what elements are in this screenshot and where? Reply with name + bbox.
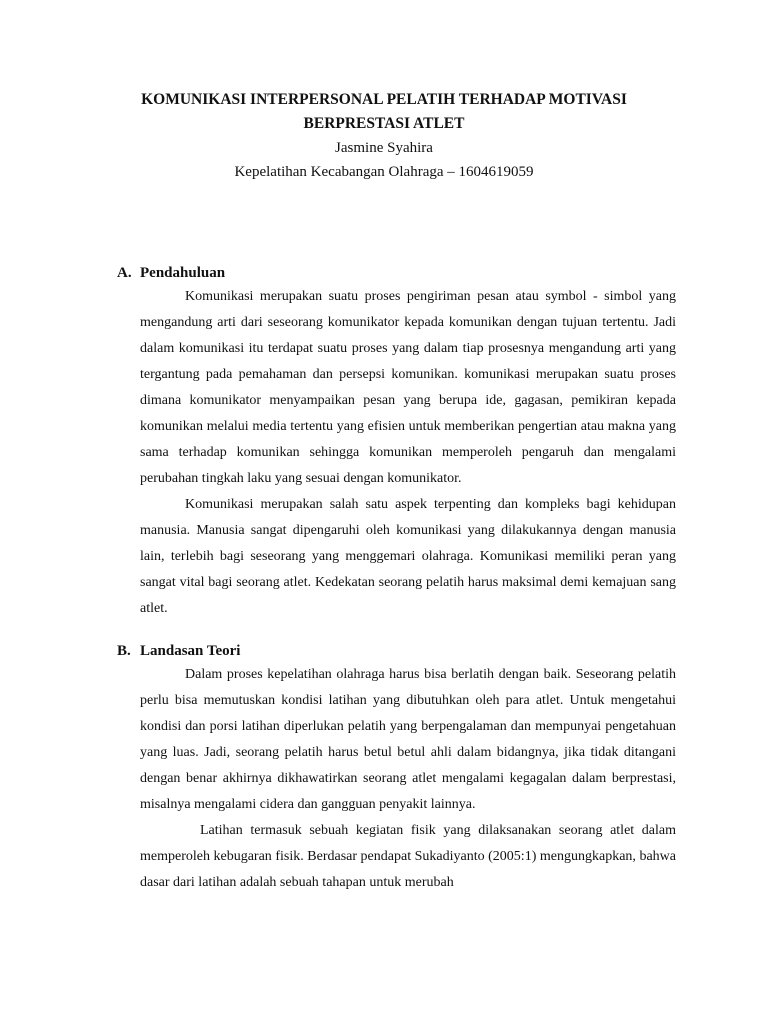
paragraph: Dalam proses kepelatihan olahraga harus bisa berlatih dengan baik. Seseorang pelatih perlu bisa memutuskan kondisi latihan yang dibutuhkan oleh para atlet. Untuk mengetahui kondisi dan porsi latihan diperlukan pelatih yang berpengalaman dan mempunyai pengetahuan yang luas. Jadi, seorang pelatih harus betul betul ahli dalam bidangnya, jika tidak ditangani dengan benar akhirnya dikhawatirkan seorang atlet mengalami kegagalan dalam berprestasi, misalnya mengalami cidera dan gangguan penyakit lainnya.: [140, 667, 676, 812]
section-title: Landasan Teori: [140, 643, 241, 659]
author-affiliation: Kepelatihan Kecabangan Olahraga – 1604619059: [234, 164, 534, 180]
section-content: [140, 284, 676, 622]
paper-title-line-2: BERPRESTASI ATLET: [303, 115, 465, 132]
paragraph: Latihan termasuk sebuah kegiatan fisik yang dilaksanakan seorang atlet dalam memperoleh kebugaran fisik. Berdasar pendapat Sukadiyanto (2005:1) mengungkapkan, bahwa dasar dari latihan adalah sebuah tahapan untuk merubah: [140, 823, 676, 890]
section-pendahuluan: [117, 264, 676, 622]
section-landasan-teori: [117, 642, 676, 896]
section-content: [140, 662, 676, 896]
paper-header: [0, 88, 768, 184]
section-label: B.: [117, 643, 131, 659]
section-heading: [117, 642, 676, 660]
section-title: Pendahuluan: [140, 265, 226, 281]
author-name: Jasmine Syahira: [335, 140, 433, 156]
paragraph: Komunikasi merupakan salah satu aspek terpenting dan kompleks bagi kehidupan manusia. Manusia sangat dipengaruhi oleh komunikasi yang dilakukannya dengan manusia lain, terlebih bagi seseorang yang menggemari olahraga. Komunikasi memiliki peran yang sangat vital bagi seorang atlet. Kedekatan seorang pelatih harus maksimal demi kemajuan sang atlet.: [140, 497, 676, 616]
paragraph: Komunikasi merupakan suatu proses pengiriman pesan atau symbol - simbol yang mengandung arti dari seseorang komunikator kepada komunikan dengan tujuan tertentu. Jadi dalam komunikasi itu terdapat suatu proses yang dalam tiap prosesnya mengandung arti yang tergantung pada pemahaman dan persepsi komunikan. komunikasi merupakan suatu proses dimana komunikator menyampaikan pesan yang berupa ide, gagasan, pemikiran kepada komunikan melalui media tertentu yang efisien untuk memberikan pengertian atau makna yang sama terhadap komunikan sehingga komunikan memperoleh pengaruh dan mengalami perubahan tingkah laku yang sesuai dengan komunikator.: [140, 289, 676, 486]
section-label: A.: [117, 265, 132, 281]
section-heading: [117, 264, 676, 282]
paper-body: [117, 264, 676, 896]
paper-title-line-1: KOMUNIKASI INTERPERSONAL PELATIH TERHADAP MOTIVASI: [141, 91, 627, 108]
